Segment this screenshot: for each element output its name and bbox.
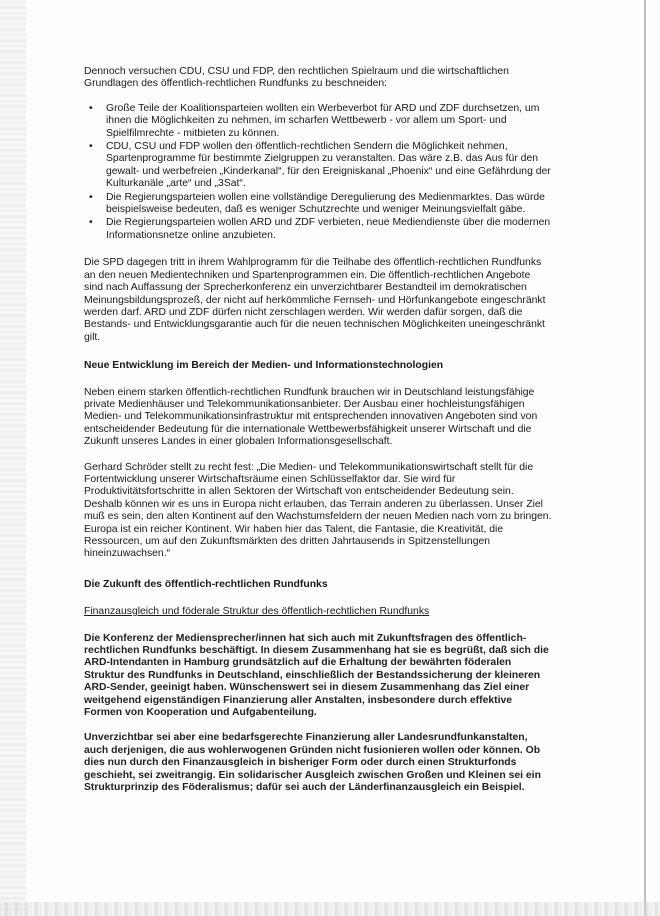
bullet-icon: •: [89, 191, 93, 203]
intro-paragraph: Dennoch versuchen CDU, CSU und FDP, den rechtlichen Spielraum und die wirtschaftlichen Grundlagen des öffentlich-rechtlichen Rundfunks zu beschneiden:: [84, 66, 509, 90]
bullet-item: [84, 103, 552, 140]
scan-edge-right: [644, 0, 646, 916]
bullet-item: [84, 217, 552, 242]
bullet-item: [84, 192, 552, 217]
section-heading-neue-entwicklung: Neue Entwicklung im Bereich der Medien- und Informationstechnologien: [84, 360, 444, 372]
bullet-icon: •: [89, 102, 93, 114]
bullet-list: [84, 103, 552, 242]
section-heading-zukunft: Die Zukunft des öffentlich-rechtlichen Rundfunks: [84, 578, 328, 590]
bullet-text: Große Teile der Koalitionsparteien wollten ein Werbeverbot für ARD und ZDF durchsetzen, um ihnen die Möglichkeiten zu nehmen, im scharfen Wettbewerb - vor allem um Sport- und Spielfilmrechte - mitbieten zu können.: [106, 102, 540, 139]
unverzichtbar-paragraph: Unverzichtbar sei aber eine bedarfsgerechte Finanzierung aller Landesrundfunkanstalten, auch derjenigen, die aus wohlerwogenen Gründen nicht fusionieren wollen oder können. Ob dies nun durch den Finanzausgleich in bisheriger Form oder durch einen Strukturfonds geschieht, sei zweitrangig. Ein solidarischer Ausgleich zwischen Großen und Kleinen sei ein Strukturprinzip des Föderalismus; dafür sei auch der Länderfinanzausgleich ein Beispiel.: [84, 732, 541, 794]
schroeder-quote-paragraph: Gerhard Schröder stellt zu recht fest: „Die Medien- und Telekommunikationswirtschaft stellt für die Fortentwicklung unserer Wirtschaftsräume einen Schlüsselfaktor dar. Sie wird für Produktivitätsfortschritte in allen Sektoren der Wirtschaft von entscheidender Bedeutung sein. Deshalb können wir es uns in Europa nicht erlauben, das Terrain anderen zu überlassen. Unser Ziel muß es sein, den alten Kontinent auf den Wachstumsfeldern der neuen Medien nach vorn zu bringen. Europa ist ein reicher Kontinent. Wir haben hier das Talent, die Fantasie, die Kreativität, die Ressourcen, um auf den Zukunftsmärkten des dritten Jahrtausends in Spitzenstellungen hineinzuwachsen.“: [84, 461, 552, 560]
scan-edge-left: [0, 0, 26, 916]
bullet-icon: •: [89, 217, 93, 229]
bullet-icon: •: [89, 141, 93, 153]
spd-paragraph: Die SPD dagegen tritt in ihrem Wahlprogramm für die Teilhabe des öffentlich-rechtlichen Rundfunks an den neuen Medientechniken und Spartenprogrammen ein. Die öffentlich-rechtlichen Angebote sind nach Auffassung der Sprecherkonferenz ein unverzichtbarer Bestandteil im demokratischen Meinungsbildungsprozeß, der nicht auf herkömmliche Fernseh- und Hörfunkangebote eingeschränkt werden darf. ARD und ZDF dürfen nicht zerschlagen werden. Wir werden dafür sorgen, daß die Bestands- und Entwicklungsgarantie auch für die neuen technischen Möglichkeiten uneingeschränkt gilt.: [84, 257, 546, 343]
bullet-item: [84, 141, 552, 191]
bullet-text: Die Regierungsparteien wollen eine vollständige Deregulierung des Medienmarktes. Das würde beispielsweise bedeuten, daß es weniger Schutzrechte und weniger Meinungsvielfalt gäbe.: [106, 191, 545, 216]
scan-edge-bottom: [0, 902, 660, 916]
bullet-text: CDU, CSU und FDP wollen den öffentlich-rechtlichen Sendern die Möglichkeit nehmen, Spartenprogramme für bestimmte Zielgruppen zu veranstalten. Das wäre z.B. das Aus für den gewalt- und werbefreien „Kinderkanal“, für den Ereigniskanal „Phoenix“ und eine Gefährdung der Kulturkanäle „arte“ und „3Sat“.: [106, 141, 551, 190]
neben-paragraph: Neben einem starken öffentlich-rechtlichen Rundfunk brauchen wir in Deutschland leistungsfähige private Medienhäuser und Telekommunikationsanbieter. Der Ausbau einer hochleistungsfähigen Medien- und Telekommunikationsinfrastruktur mit entsprechenden innovativen Angeboten sind von entscheidender Bedeutung für die internationale Wettbewerbsfähigkeit unserer Wirtschaft und die Zukunft unseres Landes in einer globalen Informationsgesellschaft.: [84, 386, 538, 448]
subheading-finanzausgleich: Finanzausgleich und föderale Struktur des öffentlich-rechtlichen Rundfunks: [84, 606, 430, 618]
konferenz-paragraph: Die Konferenz der Mediensprecher/innen hat sich auch mit Zukunftsfragen des öffentlich-rechtlichen Rundfunks beschäftigt. In diesem Zusammenhang hat sie es begrüßt, daß sich die ARD-Intendanten in Hamburg grundsätzlich auf die Erhaltung der bewährten föderalen Struktur des Rundfunks in Deutschland, einschließlich der Bestandssicherung der kleineren ARD-Sender, geeinigt haben. Wünschenswert sei in diesem Zusammenhang das Ziel einer weitgehend eigenständigen Finanzierung aller Anstalten, insbesondere durch effektive Formen von Kooperation und Aufgabenteilung.: [84, 632, 549, 719]
bullet-text: Die Regierungsparteien wollen ARD und ZDF verbieten, neue Mediendienste über die modernen Informationsnetze online anzubieten.: [106, 217, 551, 241]
document-body: [84, 66, 552, 808]
